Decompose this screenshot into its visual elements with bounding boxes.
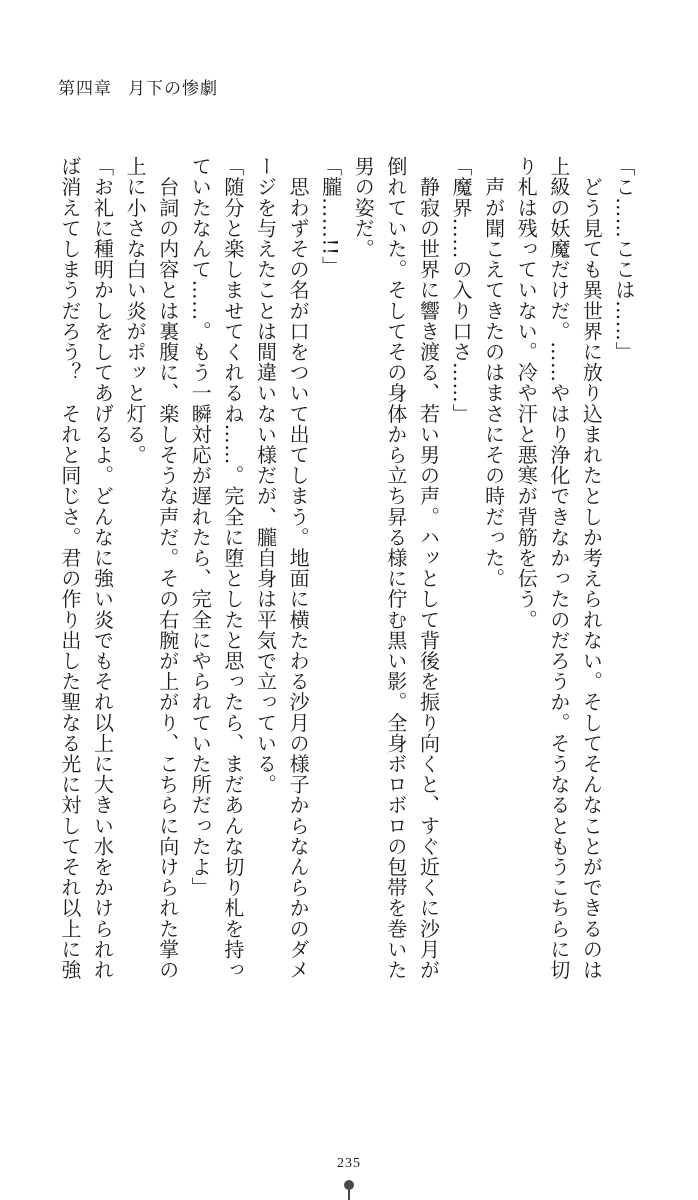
- running-header: [58, 74, 218, 99]
- page-number: 235: [337, 1156, 361, 1171]
- text-line: 静寂の世界に響き渡る、若い男の声。ハッとして背後を振り向くと、すぐ近くに沙月が: [416, 156, 441, 980]
- chapter-title: 月下の惨劇: [128, 79, 218, 99]
- text-line: 「こ……ここは……」: [612, 156, 636, 362]
- text-line: 上に小さな白い炎がポッと灯る。: [123, 156, 148, 465]
- text-line: 倒れていた。そしてその身体から立ち昇る様に佇む黒い影。全身ボロボロの包帯を巻いた: [383, 156, 408, 980]
- body-text: [40, 156, 640, 986]
- text-line: 「朧……!!」: [318, 156, 343, 277]
- text-line: どう見ても異世界に放り込まれたとしか考えられない。そしてそんなことができるのは: [579, 156, 604, 980]
- text-line: 上級の妖魔だけだ。……やはり浄化できなかったのだろうか。そうなるともうこちらに切: [546, 156, 571, 980]
- text-line: 「随分と楽しませてくれるね……。完全に堕としたと思ったら、まだあんな切り札を持っ: [220, 156, 245, 980]
- text-line: ば消えてしまうだろう？ それと同じさ。君の作り出した聖なる光に対してそれ以上に強: [57, 156, 82, 980]
- text-line: ージを与えたことは間違いない様だが、朧自身は平気で立っている。: [253, 156, 278, 795]
- text-line: 思わずその名が口をついて出てしまう。地面に横たわる沙月の様子からなんらかのダメ: [286, 156, 311, 980]
- text-line: 「お礼に種明かしをしてあげるよ。どんなに強い炎でもそれ以上に大きい水をかけられれ: [90, 156, 115, 980]
- text-line: 男の姿だ。: [351, 156, 376, 259]
- chapter-label: 第四章: [58, 79, 112, 99]
- text-line: 「魔界……の入り口さ……」: [449, 156, 474, 424]
- text-line: 台詞の内容とは裏腹に、楽しそうな声だ。その右腕が上がり、こちらに向けられた掌の: [155, 156, 180, 980]
- text-line: り札は残っていない。冷や汗と悪寒が背筋を伝う。: [514, 156, 539, 630]
- text-line: 声が聞こえてきたのはまさにその時だった。: [481, 156, 506, 589]
- page-marker-stem: [348, 1189, 350, 1200]
- text-line: ていたなんて……。もう一瞬対応が遅れたら、完全にやられていた所だったよ」: [188, 156, 213, 898]
